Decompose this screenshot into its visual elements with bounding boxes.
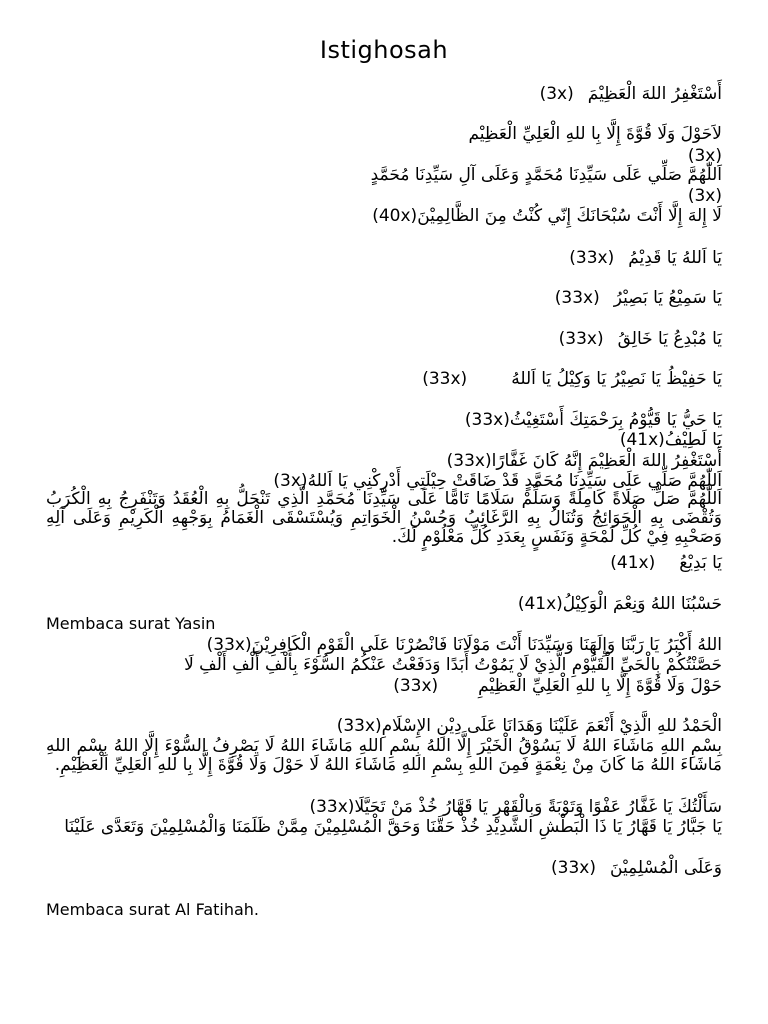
- fatihah-instruction: Membaca surat Al Fatihah.: [46, 900, 260, 919]
- saaluka-line: [309, 797, 722, 817]
- repetition-count: (33x): [422, 369, 468, 389]
- ya-hayyu-line: [465, 410, 722, 430]
- hasbunallah-line: [518, 594, 722, 614]
- arabic-text: حَوْلَ وَلَا قُوَّةَ إِلَّا بِا للهِ الْعَلِيِّ الْعَظِيْمِ: [478, 676, 722, 696]
- arabic-text: يَا سَمِيْعُ يَا بَصِيْرُ: [613, 288, 722, 308]
- bismillah-masya-block: بِسْمِ اللهِ مَاشَاءَ اللهُ لَا يَسُوْقُ الْخَيْرَ إِلَّا اللهُ بِسْمِ اللهِ مَاشَاءَ اللهُ لَا يَصْرِفُ السُّوْءَ إِلَّا اللهُ بِسْمِ اللهِ مَاشَاءَ اللهُ مَا كَانَ مِنْ نِعْمَةٍ فَمِنَ اللهِ بِسْمِ اللهِ مَاشَاءَ اللهُ لَا حَوْلَ وَلَا قُوَّةَ إِلَّا بِا للهِ الْعَلِيِّ الْعَظِيْمِ.: [46, 736, 722, 775]
- repetition-count: (3x): [687, 186, 722, 206]
- tahlil-yunus-line: [372, 206, 722, 226]
- ya-badi-line: [610, 553, 722, 573]
- arabic-text: الْحَمْدُ للهِ الَّذِيْ أَنْعَمَ عَلَيْنَا وَهَدَانَا عَلَى دِيْنِ الإِسْلَامِ: [381, 716, 722, 736]
- arabic-text: يَا بَدِيْعُ: [679, 553, 722, 573]
- repetition-count: (3x): [273, 471, 308, 491]
- repetition-count: (33x): [464, 410, 510, 430]
- arabic-text: حَسْبُنَا اللهُ وَنِعْمَ الْوَكِيْلُ: [562, 594, 722, 614]
- repetition-count: (33x): [554, 288, 600, 308]
- repetition-count: (33x): [206, 635, 252, 655]
- arabic-text: اللهُ أَكْبَرُ يَا رَبَّنَا وَإِلَهَنَا وَسَيِّدَنَا أَنْتَ مَوْلَانَا فَانْصُرْنَا عَلَى الْقَوْمِ الْكَافِرِيْنَ: [251, 635, 722, 655]
- ya-hafizh-line: [422, 369, 722, 389]
- repetition-count: (41x): [517, 594, 563, 614]
- istighfar-line: [540, 84, 722, 104]
- arabic-text: أَسْتَغْفِرُ اللهَ الْعَظِيْمَ إِنَّهُ كَانَ غَفَّارًا: [491, 451, 722, 471]
- shalawat-count: [688, 186, 722, 206]
- repetition-count: (33x): [446, 451, 492, 471]
- alhamdulillah-line: [337, 716, 722, 736]
- repetition-count: (33x): [558, 329, 604, 349]
- arabic-text: لاَحَوْلَ وَلَا قُوَّةَ إِلَّا بِا للهِ الْعَلِيِّ الْعَظِيْم: [468, 124, 722, 144]
- yasin-instruction: Membaca surat Yasin: [46, 614, 216, 633]
- wa-ala-line: [551, 858, 722, 878]
- repetition-count: (33x): [393, 676, 439, 696]
- istighfar2-line: [447, 451, 722, 471]
- repetition-count: (40x): [372, 206, 418, 226]
- arabic-text: سَأَلْتُكَ يَا غَفَّارُ عَفْوًا وَتَوْبَةً وَبِالْقَهْرِ يَا قَهَّارُ خُذْ مَنْ تَحَيَّلَا: [354, 797, 722, 817]
- arabic-text: يَا لَطِيْفُ: [664, 430, 722, 450]
- repetition-count: (3x): [687, 146, 722, 166]
- arabic-text: أَسْتَغْفِرُ اللهَ الْعَظِيْمَ: [587, 84, 722, 104]
- repetition-count: (41x): [619, 430, 665, 450]
- arabic-text: يَا مُبْدِعُ يَا خَالِقُ: [617, 329, 722, 349]
- ya-qadim-line: [569, 248, 722, 268]
- arabic-text: وَعَلَى الْمُسْلِمِيْنَ: [610, 858, 722, 878]
- ya-mubdi-line: [559, 329, 722, 349]
- hauqalah-count: [688, 146, 722, 166]
- arabic-text: اَللّٰهُمَّ صَلِّي عَلَى سَيِّدِنَا مُحَمَّدٍ قَدْ ضَاقَتْ حِيْلَتِي أَدْرِكْنِي يَا اَللهُ: [307, 471, 722, 491]
- ya-sami-line: [555, 288, 722, 308]
- repetition-count: (33x): [569, 248, 615, 268]
- repetition-count: (3x): [539, 84, 574, 104]
- arabic-text: يَا اَللهُ يَا قَدِيْمُ: [628, 248, 722, 268]
- shalawat-line: [371, 165, 722, 185]
- hauqalah-line: [468, 124, 722, 144]
- arabic-text: لَا إِلهَ إِلَّا أَنْتَ سُبْحَانَكَ إِنّي كُنْتُ مِنَ الظَّالِمِيْنَ: [417, 206, 722, 226]
- repetition-count: (33x): [551, 858, 597, 878]
- shalawat-qad-line: [273, 471, 722, 491]
- repetition-count: (33x): [309, 797, 355, 817]
- shalawat-nariyah-block: اَللّٰهُمَّ صَلِّ صَلَاةً كَامِلَةً وَسَلِّمْ سَلَامًا تَامًّا عَلَى سَيِّدِنَا مُحَمَّدِ الَّذِي تَنْحَلُّ بِهِ الْعُقَدُ وَتَنْفَرِجُ بِهِ الْكُرَبُ وَتُقْضَى بِهِ الْحَوَائِجُ وَتُنَالُ بِهِ الرَّغَائِبُ وَحُسْنُ الْخَوَاتِمِ وَيُسْتَسْقَى الْغَمَامُ بِوَجْهِهِ الْكَرِيْمِ وَعَلَى آلِهِ وَصَحْبِهِ فِيْ كُلِّ لَمْحَةٍ وَنَفَسٍ بِعَدَدِ كُلِّ مَعْلُوْمٍ لَكَ.: [46, 489, 722, 547]
- repetition-count: (41x): [610, 553, 656, 573]
- ya-lathif-line: [620, 430, 722, 450]
- arabic-text: يَا حَفِيْظُ يَا نَصِيْرُ يَا وَكِيْلُ يَا اَللهُ: [511, 369, 722, 389]
- arabic-text: يَا حَيُّ يَا قَيُّوْمُ بِرَحْمَتِكَ أَسْتَغِيْثُ: [509, 410, 722, 430]
- hashshantukum-end-line: [393, 676, 722, 696]
- ya-jabbar-block: يَا جَبَّارُ يَا قَهَّارُ يَا ذَا الْبَطْشِ الشَّدِيْدِ خُذْ حَقَّنَا وَحَقَّ الْمُسْلِمِيْنَ مِمَّنْ ظَلَمَنَا وَالْمُسْلِمِيْنَ وَتَعَدَّى عَلَيْنَا: [64, 817, 722, 837]
- page-title: Istighosah: [319, 36, 449, 64]
- repetition-count: (33x): [336, 716, 382, 736]
- allahu-akbar-line: [207, 635, 722, 655]
- hashshantukum-line: حَصَّنْتُكُمْ بِالْحَيِّ الْقَيُّوْمِ الَّذِيْ لَا يَمُوْتُ أَبَدًا وَدَفَعْتُ عَنْكُمُ السُّوْءَ بِأَلْفِ أَلْفِ أَلْفِ لَا: [184, 655, 722, 675]
- arabic-text: اَللّٰهُمَّ صَلِّي عَلَى سَيِّدِنَا مُحَمَّدٍ وَعَلَى آلِ سَيِّدِنَا مُحَمَّدٍ: [370, 165, 722, 185]
